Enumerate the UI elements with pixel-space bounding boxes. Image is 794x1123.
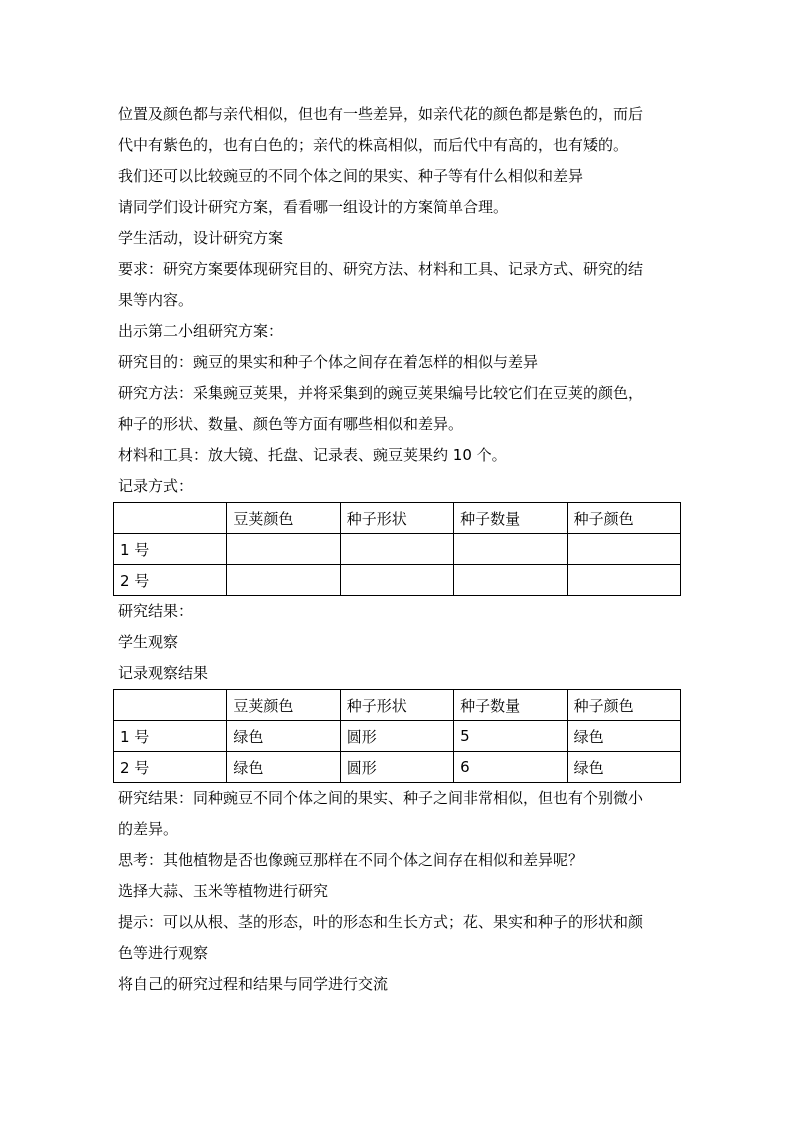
paragraph-line: 要求：研究方案要体现研究目的、研究方法、材料和工具、记录方式、研究的结 [118, 260, 644, 278]
table-header-cell: 豆荚颜色 [227, 503, 340, 534]
section-conclusion [118, 783, 688, 1000]
table-cell: 绿色 [567, 752, 680, 783]
table-header-cell [114, 503, 227, 534]
paragraph-line: 思考：其他植物是否也像豌豆那样在不同个体之间存在相似和差异呢？ [118, 851, 584, 869]
table-cell: 圆形 [340, 752, 453, 783]
table-cell [227, 534, 340, 565]
section-observation [118, 596, 688, 689]
paragraph-line: 提示：可以从根、茎的形态，叶的形态和生长方式；花、果实和种子的形状和颜 [118, 913, 644, 931]
section-intro [118, 99, 688, 502]
record-table-empty [113, 502, 681, 596]
paragraph-line: 研究结果：同种豌豆不同个体之间的果实、种子之间非常相似，但也有个别微小 [118, 789, 644, 807]
table-header-cell: 种子形状 [340, 690, 453, 721]
table-row [114, 721, 681, 752]
table-cell: 绿色 [567, 721, 680, 752]
document-content [118, 99, 688, 1000]
table-cell: 2 号 [114, 565, 227, 596]
paragraph-line: 请同学们设计研究方案，看看哪一组设计的方案简单合理。 [118, 198, 509, 216]
table-cell: 2 号 [114, 752, 227, 783]
paragraph-line: 出示第二小组研究方案： [118, 322, 284, 340]
record-table-results [113, 689, 681, 783]
table-header-cell: 种子数量 [454, 503, 567, 534]
paragraph-line: 我们还可以比较豌豆的不同个体之间的果实、种子等有什么相似和差异 [118, 167, 584, 185]
table-header-cell: 种子颜色 [567, 690, 680, 721]
table-cell [227, 565, 340, 596]
table-row [114, 752, 681, 783]
table-header-cell: 种子数量 [454, 690, 567, 721]
paragraph-line: 记录方式： [118, 477, 194, 495]
table-cell [340, 565, 453, 596]
table-cell [567, 565, 680, 596]
paragraph-line: 将自己的研究过程和结果与同学进行交流 [118, 975, 389, 993]
paragraph-line: 位置及颜色都与亲代相似，但也有一些差异，如亲代花的颜色都是紫色的，而后 [118, 105, 644, 123]
table-cell [567, 534, 680, 565]
table-row [114, 565, 681, 596]
table-cell: 5 [454, 721, 567, 752]
table-cell: 6 [454, 752, 567, 783]
table-cell: 1 号 [114, 721, 227, 752]
table-header-cell [114, 690, 227, 721]
table-cell: 绿色 [227, 752, 340, 783]
paragraph-line: 代中有紫色的，也有白色的；亲代的株高相似，而后代中有高的，也有矮的。 [118, 136, 629, 154]
table-cell: 1 号 [114, 534, 227, 565]
paragraph-line: 研究结果： [118, 602, 194, 620]
table-cell [454, 565, 567, 596]
table-header-row [114, 690, 681, 721]
paragraph-line: 色等进行观察 [118, 944, 209, 962]
table-header-cell: 种子颜色 [567, 503, 680, 534]
table-header-cell: 豆荚颜色 [227, 690, 340, 721]
table-header-row [114, 503, 681, 534]
paragraph-line: 研究方法：采集豌豆荚果，并将采集到的豌豆荚果编号比较它们在豆荚的颜色， [118, 384, 644, 402]
paragraph-line: 研究目的：豌豆的果实和种子个体之间存在着怎样的相似与差异 [118, 353, 539, 371]
paragraph-line: 果等内容。 [118, 291, 194, 309]
paragraph-line: 种子的形状、数量、颜色等方面有哪些相似和差异。 [118, 415, 464, 433]
table-header-cell: 种子形状 [340, 503, 453, 534]
paragraph-line: 的差异。 [118, 820, 179, 838]
table-row [114, 534, 681, 565]
paragraph-line: 材料和工具：放大镜、托盘、记录表、豌豆荚果约 10 个。 [118, 446, 507, 464]
paragraph-line: 学生活动，设计研究方案 [118, 229, 284, 247]
table-cell: 圆形 [340, 721, 453, 752]
table-cell [340, 534, 453, 565]
paragraph-line: 学生观察 [118, 633, 179, 651]
paragraph-line: 记录观察结果 [118, 664, 209, 682]
table-cell: 绿色 [227, 721, 340, 752]
table-cell [454, 534, 567, 565]
paragraph-line: 选择大蒜、玉米等植物进行研究 [118, 882, 329, 900]
